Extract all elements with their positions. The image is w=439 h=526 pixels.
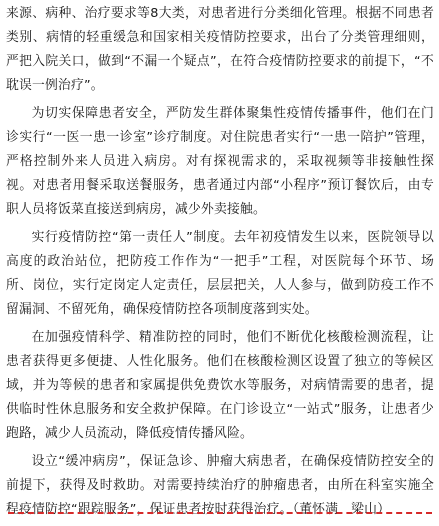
paragraph-buffer-ward: 设立“缓冲病房”，保证急诊、肿瘤大病患者，在确保疫情防控安全的前提下，获得及时救助。对需要持续治疗的肿瘤患者，由所在科室实施全程疫情防控“跟踪服务”，保证患者按时获得治疗。（董怀满 梁山） bbox=[6, 454, 434, 517]
article-body bbox=[6, 2, 434, 526]
paragraph-nucleic-acid-testing: 在加强疫情科学、精准防控的同时，他们不断优化核酸检测流程，让患者获得更多便捷、人性化服务。他们在核酸检测区设置了独立的等候区域，并为等候的患者和家属提供免费饮水等服务，对病情需要的患者，提供临时性休息服务和安全救护保障。在门诊设立“一站式”服务，让患者少跑路，减少人员流动，降低疫情传播风险。 bbox=[6, 330, 434, 441]
bottom-divider bbox=[8, 512, 432, 514]
paragraph-outpatient-system: 为切实保障患者安全，严防发生群体聚集性疫情传播事件，他们在门诊实行“一医一患一诊室”诊疗制度。对住院患者实行“一患一陪护”管理，严格控制外来人员进入病房。对有探视需求的，采取视频等非接触性探视。对患者用餐采取送餐服务，患者通过内部“小程序”预订餐饮后，由专职人员将饭菜直接送到病房，减少外卖接触。 bbox=[6, 106, 434, 217]
paragraph-patient-classification: 来源、病种、治疗要求等8大类，对患者进行分类细化管理。根据不同患者类别、病情的轻重缓急和国家相关疫情防控要求，出台了分类管理细则，严把入院关口，做到“不漏一个疑点”，在符合疫情防控要求的前提下，“不耽误一例治疗”。 bbox=[6, 6, 434, 93]
paragraph-responsibility-system: 实行疫情防控“第一责任人”制度。去年初疫情发生以来，医院领导以高度的政治站位，把防疫工作作为“一把手”工程，对医院每个环节、场所、岗位，实行定岗定人定责任，层层把关，人人参与，做到防疫工作不留漏洞、不留死角，确保疫情防控各项制度落到实处。 bbox=[6, 230, 434, 317]
